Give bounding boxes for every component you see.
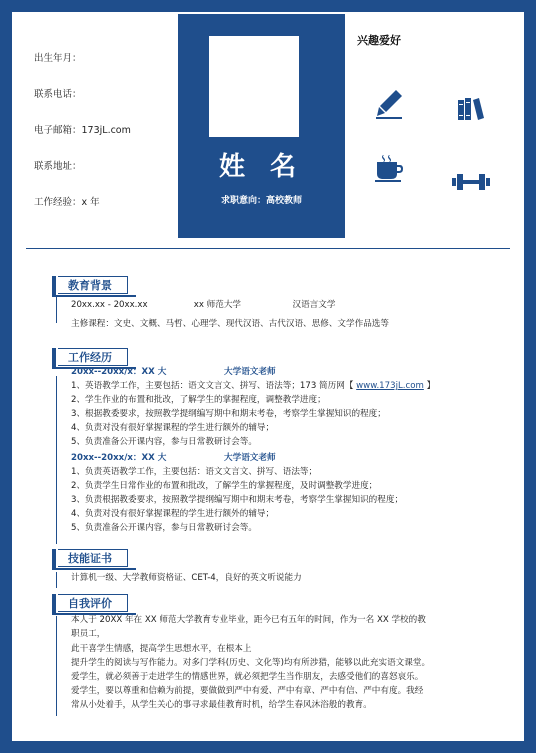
education-title: 教育背景 bbox=[58, 276, 128, 294]
self-eval-line: 此干喜学生情感，提高学生思想水平，在根本上 bbox=[71, 644, 252, 654]
section-rule bbox=[56, 616, 57, 716]
job-role: 大学语文老师 bbox=[224, 367, 276, 377]
header-panel bbox=[178, 14, 345, 238]
pencil-icon bbox=[374, 88, 406, 120]
photo-placeholder bbox=[209, 36, 299, 137]
job-item: 3、负责根据教委要求，按照教学提纲编写期中和期末考卷，考察学生掌握知识的程度； bbox=[71, 495, 404, 505]
job-header bbox=[71, 452, 276, 465]
job-role: 大学语文老师 bbox=[224, 453, 276, 463]
job-item: 3、根据教委要求，按照教学提纲编写期中和期末考卷，考察学生掌握知识的程度； bbox=[71, 409, 386, 419]
education-major: 汉语言文学 bbox=[292, 300, 336, 310]
dumbbell-icon bbox=[451, 172, 491, 192]
self-eval-line: 提升学生的阅读与写作能力。对多门学科(历史、文化等)均有所涉猎，能够以此充实语文课堂。 bbox=[71, 658, 431, 668]
job-item: 2、负责学生日常作业的布置和批改，了解学生的掌握程度，及时调整教学进度； bbox=[71, 481, 378, 491]
books-icon bbox=[455, 92, 487, 124]
phone-field: 联系电话： bbox=[34, 89, 82, 100]
website-link[interactable]: www.173jL.com bbox=[356, 381, 424, 391]
self-eval-line: 职员工， bbox=[71, 629, 106, 639]
experience-field: 工作经验：x 年 bbox=[34, 197, 100, 208]
coffee-cup-icon bbox=[373, 152, 405, 184]
education-courses: 主修课程：文史、文概、马哲、心理学、现代汉语、古代汉语、思修、文学作品选等 bbox=[71, 319, 389, 329]
header-divider bbox=[26, 248, 510, 249]
job-item-text: 1、英语教学工作，主要包括：语文文言文、拼写、语法等；173 简历网【 bbox=[71, 381, 354, 391]
job-item: 4、负责对没有很好掌握课程的学生进行额外的辅导； bbox=[71, 509, 275, 519]
job-header bbox=[71, 366, 276, 379]
section-rule bbox=[56, 572, 57, 588]
section-rule bbox=[56, 297, 57, 323]
candidate-name: 姓 名 bbox=[218, 152, 305, 182]
self-eval-line: 爱学生，要以尊重和信赖为前提，要做做到严中有爱、严中有章、严中有信、严中有度。我经 bbox=[71, 686, 424, 696]
education-row bbox=[71, 299, 335, 312]
skills-title: 技能证书 bbox=[58, 549, 128, 567]
job-item: 4、负责对没有很好掌握课程的学生进行额外的辅导； bbox=[71, 423, 275, 433]
work-title: 工作经历 bbox=[58, 348, 128, 366]
self-eval-line: 常从小处着手，从学生关心的事寻求最佳教育时机，给学生春风沐浴般的教育。 bbox=[71, 700, 372, 710]
skills-heading bbox=[52, 549, 136, 569]
job-item: 5、负责准备公开课内容，参与日常教研讨会等。 bbox=[71, 523, 257, 533]
job-period: 20xx--20xx/x：XX 大 bbox=[71, 453, 167, 463]
education-period: 20xx.xx - 20xx.xx bbox=[71, 300, 148, 310]
job-item bbox=[71, 380, 435, 393]
section-rule bbox=[56, 376, 57, 544]
self-eval-title: 自我评价 bbox=[58, 594, 128, 612]
education-heading bbox=[52, 276, 136, 296]
job-period: 20xx--20xx/x：XX 大 bbox=[71, 367, 167, 377]
email-field: 电子邮箱：173jL.com bbox=[34, 125, 131, 136]
skills-text: 计算机一级、大学教师资格证、CET-4，良好的英文听说能力 bbox=[71, 573, 302, 583]
personal-info bbox=[34, 52, 184, 232]
job-item: 5、负责准备公开课内容，参与日常教研讨会等。 bbox=[71, 437, 257, 447]
hobbies-title: 兴趣爱好 bbox=[357, 34, 401, 47]
self-eval-heading bbox=[52, 594, 136, 614]
work-heading bbox=[52, 348, 136, 368]
self-eval-line: 爱学生，就必须善于走进学生的情感世界，就必须把学生当作朋友，去感受他们的喜怒哀乐。 bbox=[71, 672, 424, 682]
address-field: 联系地址： bbox=[34, 161, 82, 172]
job-item: 2、学生作业的布置和批改，了解学生的掌握程度，调整教学进度； bbox=[71, 395, 326, 405]
job-intent: 求职意向：高校教师 bbox=[220, 196, 302, 206]
self-eval-line: 本人于 20XX 年在 XX 师范大学教育专业毕业，距今已有五年的时间，作为一名 XX 学校的教 bbox=[71, 615, 426, 625]
job-item-suffix: 】 bbox=[426, 381, 436, 391]
birth-field: 出生年月： bbox=[34, 53, 82, 64]
job-item: 1、负责英语教学工作，主要包括：语文文言文、拼写、语法等； bbox=[71, 467, 318, 477]
education-school: xx 师范大学 bbox=[193, 300, 242, 310]
